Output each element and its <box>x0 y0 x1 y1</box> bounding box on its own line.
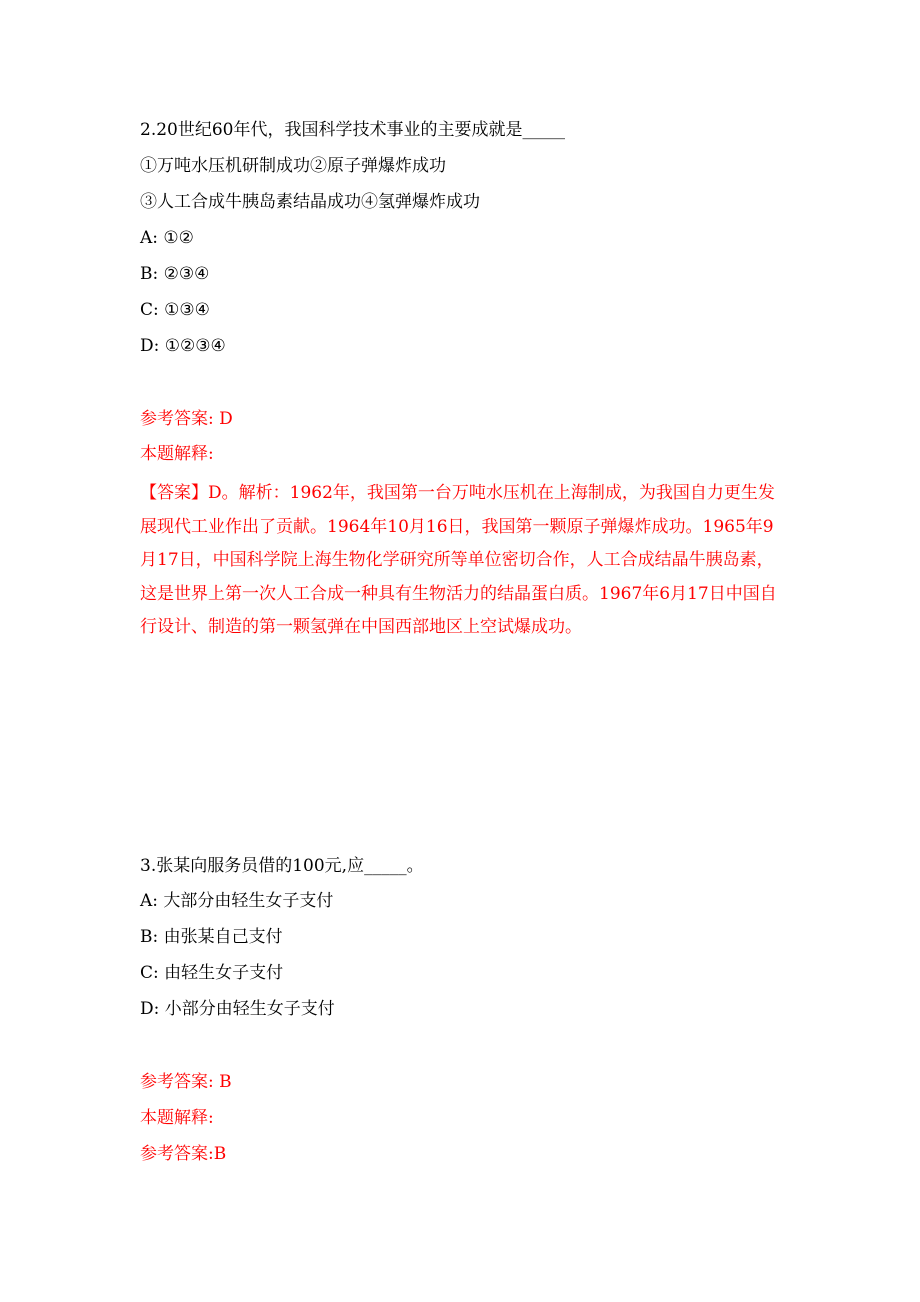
q2-stem: 2.20世纪60年代，我国科学技术事业的主要成就是_____ <box>140 120 565 140</box>
q2-item-1: ①万吨水压机研制成功②原子弹爆炸成功 <box>140 156 446 176</box>
q2-explanation: 【答案】D。解析：1962年，我国第一台万吨水压机在上海制成，为我国自力更生发展现代工业作出了贡献。1964年10月16日，我国第一颗原子弹爆炸成功。1965年9月17日，中国科学院上海生物化学研究所等单位密切合作，人工合成结晶牛胰岛素，这是世界上第一次人工合成一种具有生物活力的结晶蛋白质。1967年6月17日中国自行设计、制造的第一颗氢弹在中国西部地区上空试爆成功。 <box>140 483 777 638</box>
q2-item-2: ③人工合成牛胰岛素结晶成功④氢弹爆炸成功 <box>140 192 480 212</box>
q3-option-c: C: 由轻生女子支付 <box>140 963 284 983</box>
q2-option-a: A: ①② <box>140 228 194 248</box>
q2-option-b: B: ②③④ <box>140 264 210 284</box>
q2-option-d: D: ①②③④ <box>140 336 226 356</box>
q3-option-d: D: 小部分由轻生女子支付 <box>140 999 335 1019</box>
q3-explanation: 参考答案:B <box>140 1144 227 1164</box>
q2-answer: 参考答案: D <box>140 409 233 429</box>
q3-stem: 3.张某向服务员借的100元,应_____。 <box>140 856 424 876</box>
q3-option-a: A: 大部分由轻生女子支付 <box>140 891 334 911</box>
q2-option-c: C: ①③④ <box>140 300 210 320</box>
q3-answer: 参考答案: B <box>140 1072 232 1092</box>
q2-explain-label: 本题解释: <box>140 444 214 464</box>
q3-option-b: B: 由张某自己支付 <box>140 927 283 947</box>
q3-explain-label: 本题解释: <box>140 1108 214 1128</box>
